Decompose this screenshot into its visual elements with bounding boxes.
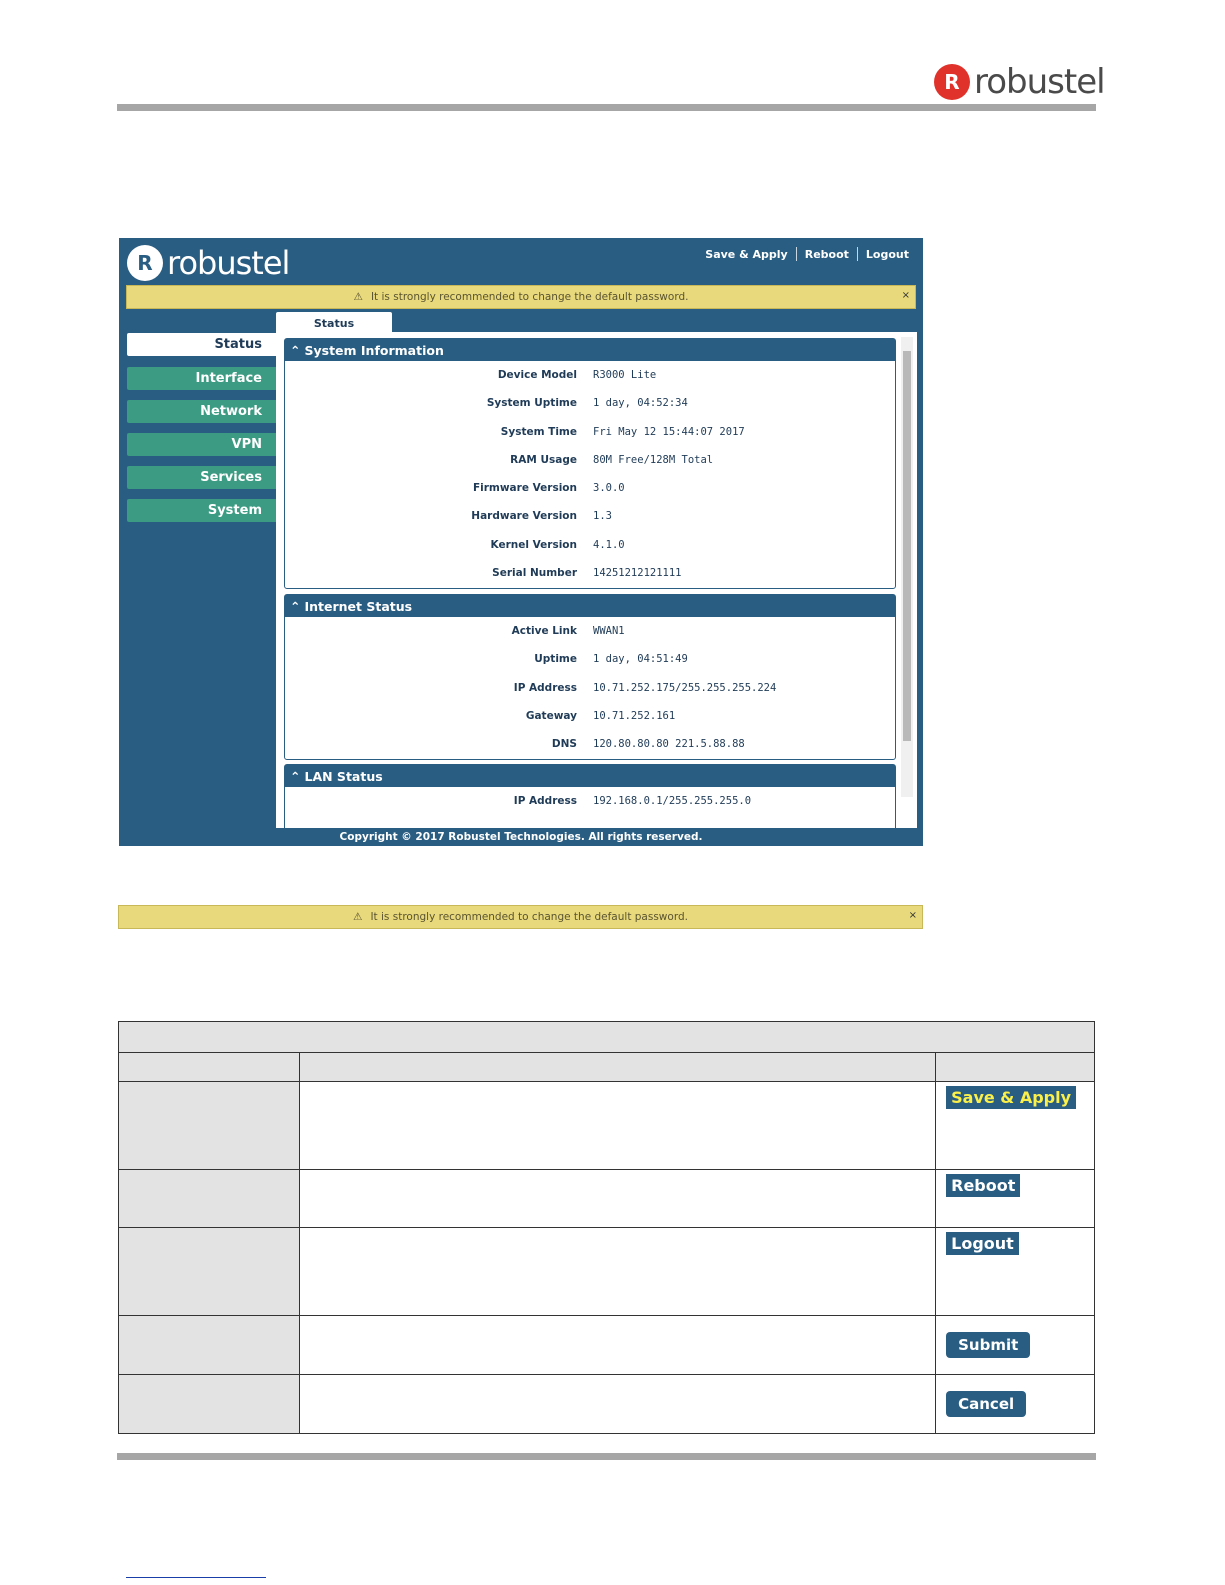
panel-header[interactable] [285, 595, 895, 617]
row-label: Firmware Version [472, 482, 577, 495]
table-cell [119, 1082, 300, 1170]
header-rule [117, 104, 1096, 111]
page-logo [934, 62, 1105, 102]
app-copyright: Copyright © 2017 Robustel Technologies. All rights reserved. [339, 831, 703, 843]
logout-link[interactable]: Logout [865, 247, 909, 261]
save-apply-link[interactable]: Save & Apply [705, 247, 788, 261]
info-row [285, 560, 895, 588]
chevron-up-icon: ⌃ [290, 342, 301, 358]
warning-icon: ⚠ [353, 291, 363, 303]
divider [857, 247, 858, 261]
info-row [285, 703, 895, 731]
buttons-table [118, 1021, 1095, 1434]
chevron-up-icon: ⌃ [290, 598, 301, 614]
lan-status-panel [284, 764, 896, 828]
panel-header[interactable] [285, 339, 895, 361]
table-row [119, 1082, 1095, 1170]
table-cell [936, 1316, 1095, 1375]
sidebar-item-system[interactable]: System [127, 499, 276, 522]
table-cell [299, 1053, 936, 1082]
row-label: Kernel Version [490, 538, 577, 551]
row-label: DNS [551, 738, 577, 751]
row-value: 80M Free/128M Total [593, 453, 714, 466]
robustel-logo-icon: R [934, 64, 970, 100]
warning-icon: ⚠ [353, 911, 363, 923]
app-brand: robustel [167, 244, 290, 282]
info-row [285, 362, 895, 390]
row-label: Gateway [525, 709, 577, 722]
row-label: System Time [500, 425, 577, 438]
row-label: Device Model [497, 369, 577, 381]
row-label: Hardware Version [471, 510, 577, 523]
row-value: 10.71.252.161 [593, 709, 676, 722]
row-value: 1.3 [593, 510, 612, 523]
panel-header[interactable] [285, 765, 895, 787]
table-cell [299, 1082, 936, 1170]
table-cell [936, 1228, 1095, 1316]
info-row [285, 447, 895, 475]
table-cell [936, 1053, 1095, 1082]
table-row [119, 1170, 1095, 1228]
reboot-button[interactable]: Reboot [946, 1174, 1020, 1197]
sidebar-item-services[interactable]: Services [127, 466, 276, 489]
info-row [285, 503, 895, 531]
row-value: 4.1.0 [593, 538, 625, 551]
row-value: Fri May 12 15:44:07 2017 [593, 425, 745, 438]
info-row [285, 675, 895, 703]
save-apply-button[interactable]: Save & Apply [946, 1086, 1076, 1109]
tab-status[interactable]: Status [276, 312, 392, 334]
row-label: IP Address [513, 795, 577, 807]
info-row [285, 532, 895, 560]
table-cell [119, 1170, 300, 1228]
chevron-up-icon: ⌃ [290, 768, 301, 784]
sidebar-item-vpn[interactable]: VPN [127, 433, 276, 456]
router-web-ui-screenshot [119, 238, 923, 846]
row-label: Uptime [534, 653, 577, 666]
table-cell [299, 1228, 936, 1316]
table-cell [299, 1316, 936, 1375]
info-row [285, 646, 895, 674]
internet-status-panel [284, 594, 896, 760]
info-row [285, 419, 895, 447]
password-warning-bar [126, 285, 916, 309]
table-cell [119, 1053, 300, 1082]
sidebar-item-network[interactable]: Network [127, 400, 276, 423]
footer-rule [117, 1453, 1096, 1460]
reboot-link[interactable]: Reboot [804, 247, 849, 261]
row-label: IP Address [513, 681, 577, 694]
cancel-button[interactable]: Cancel [946, 1391, 1026, 1417]
table-header-row [119, 1053, 1095, 1082]
info-row [285, 475, 895, 503]
info-row [285, 618, 895, 646]
table-cell [299, 1170, 936, 1228]
logout-button[interactable]: Logout [946, 1232, 1019, 1255]
divider [796, 247, 797, 261]
sidebar-item-status[interactable]: Status [127, 333, 276, 356]
panel-title: System Information [304, 342, 444, 358]
row-label: Active Link [511, 625, 577, 637]
password-warning-bar-example [118, 905, 923, 929]
table-title-row [119, 1022, 1095, 1053]
close-icon[interactable]: × [908, 910, 917, 921]
app-logo [127, 244, 289, 282]
table-cell [936, 1375, 1095, 1434]
warning-text: It is strongly recommended to change the default password. [370, 291, 689, 303]
robustel-logo-icon: R [127, 245, 163, 281]
row-label: RAM Usage [510, 453, 577, 466]
row-value: 3.0.0 [593, 482, 625, 495]
content-area [276, 332, 917, 828]
table-row [119, 1316, 1095, 1375]
table-cell [119, 1375, 300, 1434]
warning-text: It is strongly recommended to change the default password. [370, 911, 688, 923]
panel-title: LAN Status [304, 768, 383, 784]
table-cell [119, 1228, 300, 1316]
row-value: WWAN1 [593, 625, 625, 637]
row-label: Serial Number [492, 567, 577, 580]
info-row [285, 390, 895, 418]
footer-link-underline [126, 1577, 266, 1578]
row-value: 1 day, 04:51:49 [593, 653, 688, 666]
table-row [119, 1228, 1095, 1316]
info-row [285, 788, 895, 816]
table-cell [119, 1316, 300, 1375]
row-value: 1 day, 04:52:34 [593, 397, 688, 410]
row-value: 192.168.0.1/255.255.255.0 [593, 795, 752, 807]
table-cell [936, 1170, 1095, 1228]
row-value: R3000 Lite [593, 369, 657, 381]
panel-title: Internet Status [304, 598, 413, 614]
table-cell [936, 1082, 1095, 1170]
row-value: 10.71.252.175/255.255.255.224 [593, 681, 777, 694]
sidebar-item-interface[interactable]: Interface [127, 367, 276, 390]
vertical-scrollbar[interactable] [901, 337, 913, 797]
info-row [285, 731, 895, 759]
row-value: 120.80.80.80 221.5.88.88 [593, 738, 745, 751]
table-cell [119, 1022, 1095, 1053]
close-icon[interactable]: × [901, 290, 910, 301]
row-label: System Uptime [486, 397, 577, 410]
submit-button[interactable]: Submit [946, 1332, 1030, 1358]
top-links [705, 247, 909, 261]
table-row [119, 1375, 1095, 1434]
table-cell [299, 1375, 936, 1434]
scrollbar-thumb[interactable] [903, 351, 911, 741]
row-value: 14251212121111 [593, 567, 682, 580]
system-information-panel [284, 338, 896, 589]
page-brand: robustel [974, 62, 1105, 102]
